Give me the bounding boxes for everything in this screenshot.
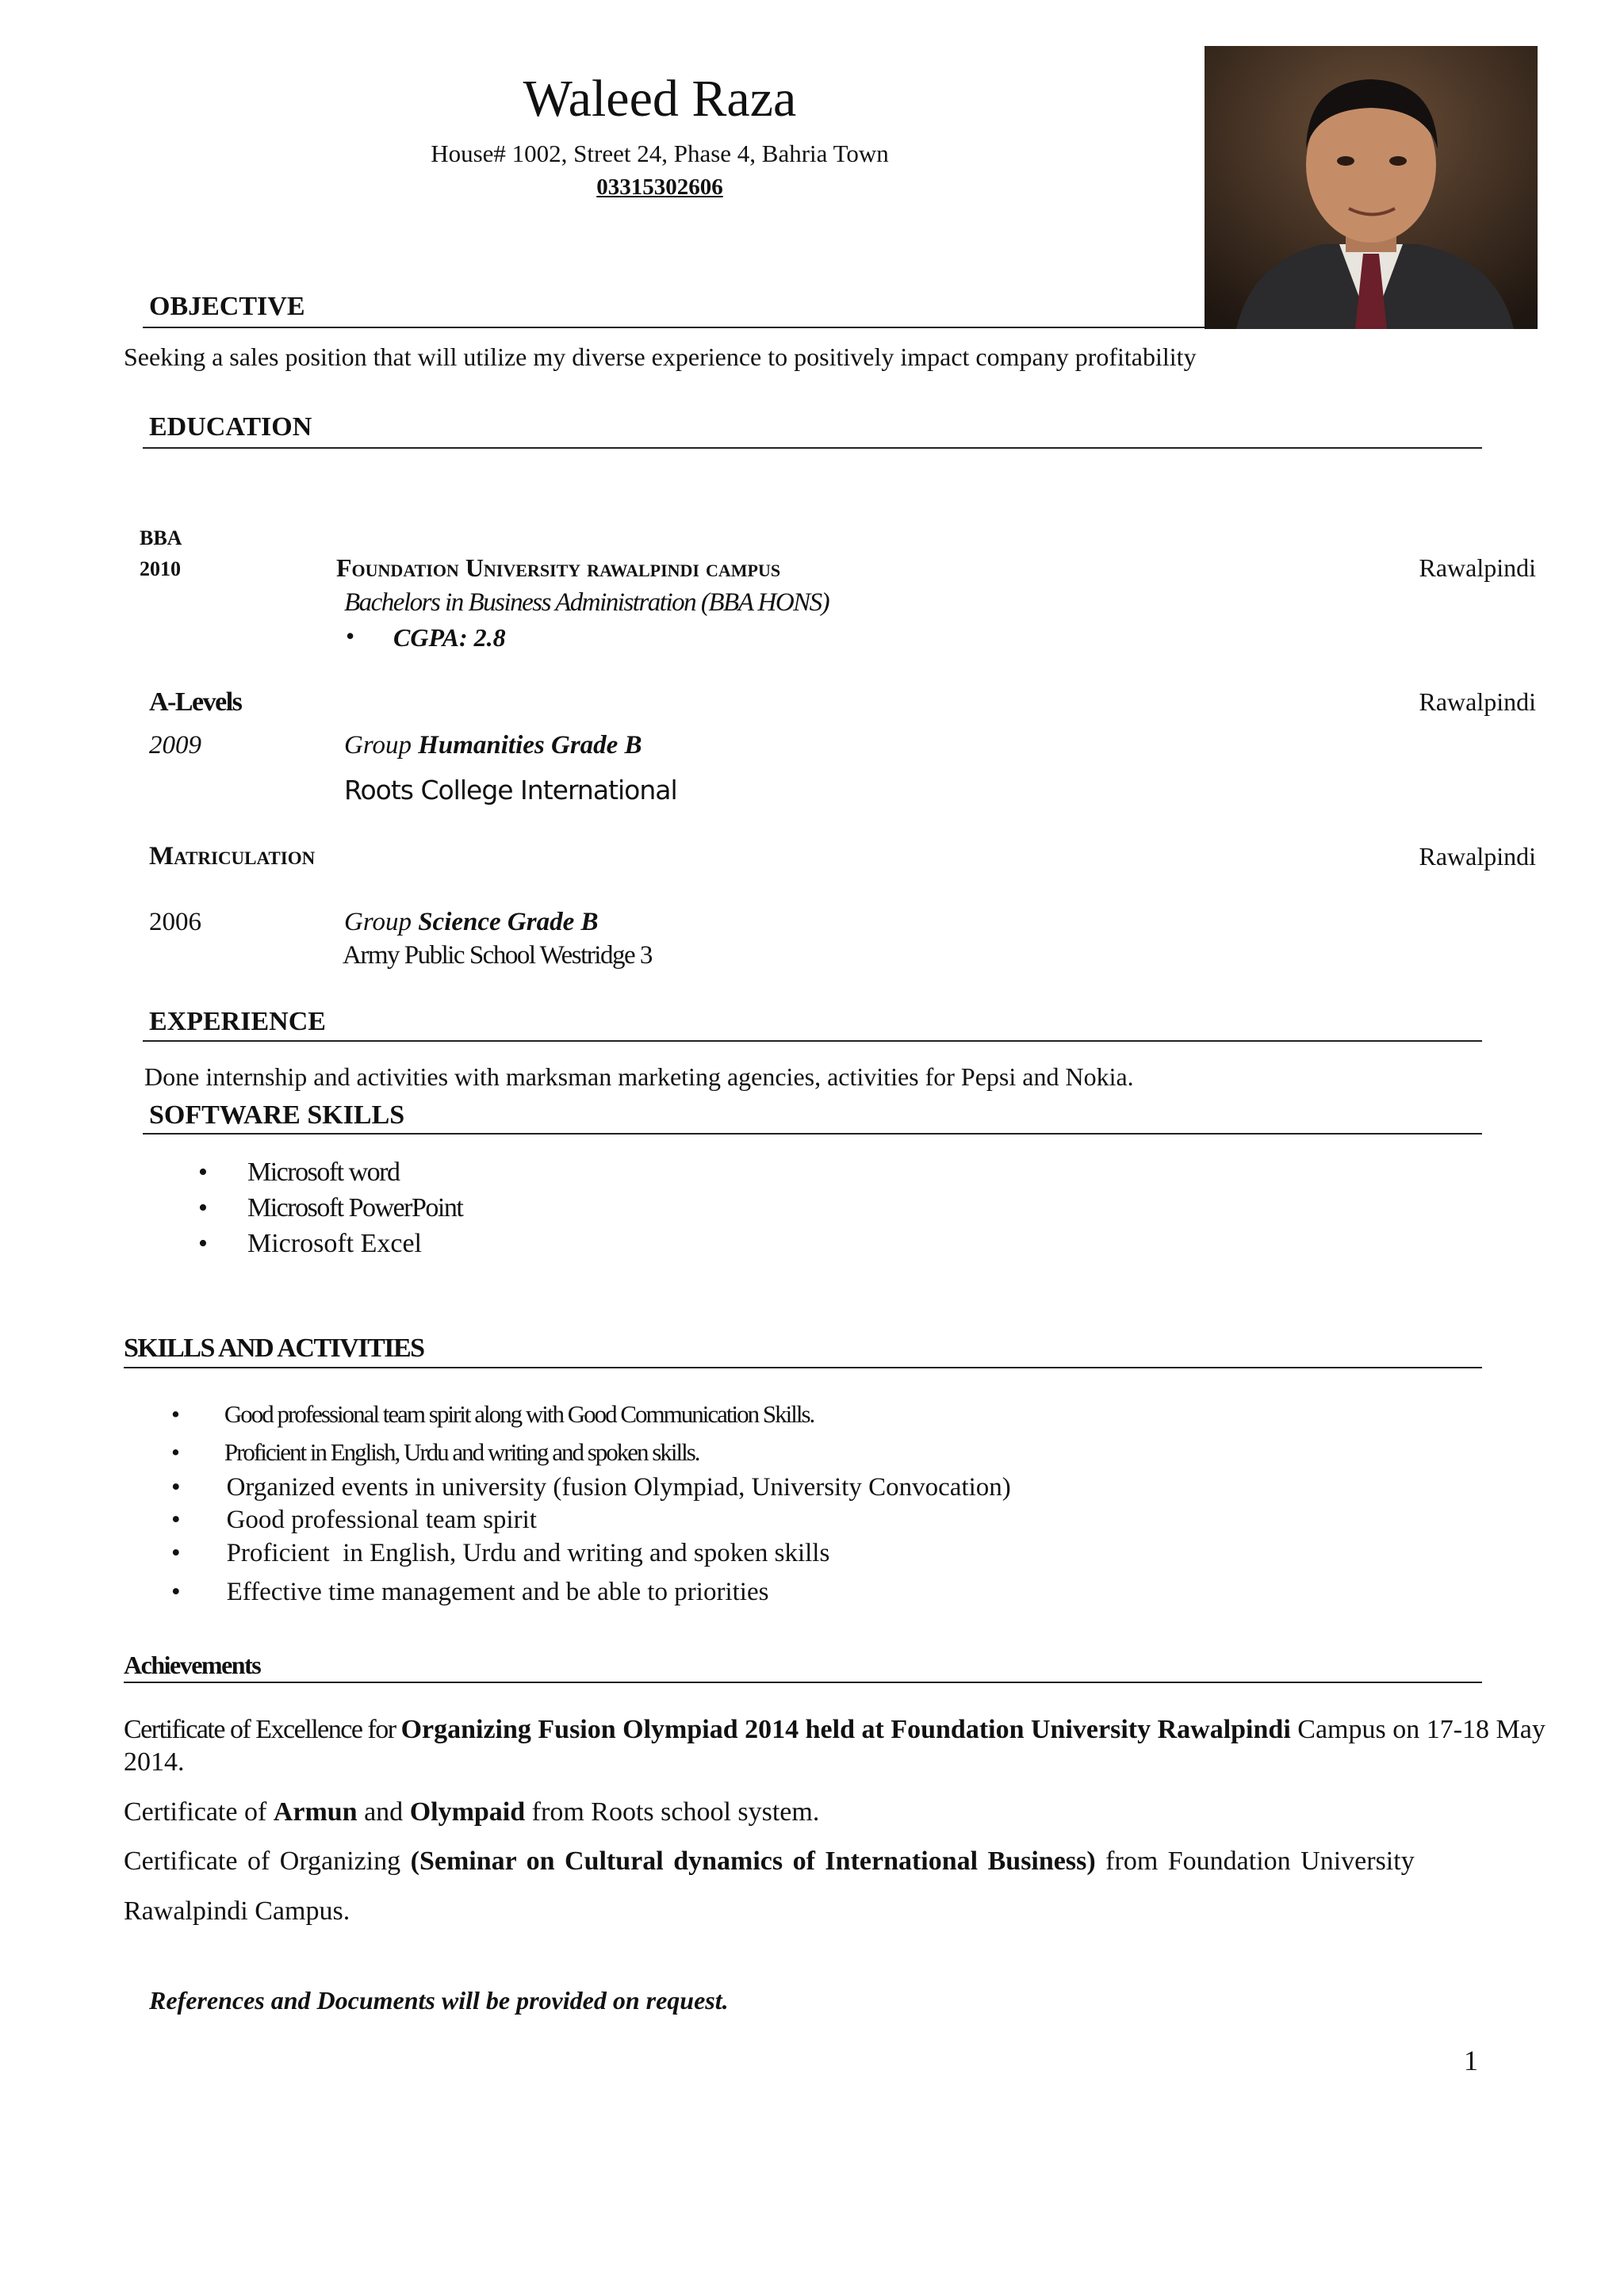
list-item: • Good professional team spirit along with Good Communication Skills. (171, 1400, 814, 1428)
candidate-name: Waleed Raza (523, 70, 797, 128)
matric-group-label: Group (344, 908, 419, 936)
bba-year: 2010 (140, 557, 181, 580)
matric-group (344, 908, 599, 937)
alevels-group-value: Humanities Grade B (418, 731, 642, 760)
bba-program: Bachelors in Business Administration (BBA HONS) (344, 588, 829, 617)
experience-heading: EXPERIENCE (149, 1007, 326, 1036)
list-item: • Microsoft Excel (198, 1229, 422, 1258)
objective-rule (143, 327, 1205, 328)
experience-rule (143, 1040, 1482, 1042)
bullet: • (171, 1473, 181, 1502)
education-heading: EDUCATION (149, 412, 312, 442)
experience-text: Done internship and activities with marksman marketing agencies, activities for Pepsi and Nokia. (144, 1062, 1134, 1091)
skills-activities-rule (124, 1367, 1482, 1368)
list-item: • Microsoft word (198, 1158, 400, 1187)
alevels-group-label: Group (344, 731, 419, 760)
bba-degree: BBA (140, 526, 182, 549)
address: House# 1002, Street 24, Phase 4, Bahria Town (431, 140, 889, 167)
cgpa-bullet: • (346, 622, 355, 650)
alevels-city: Rawalpindi (1419, 687, 1536, 716)
references-note: References and Documents will be provided on request. (149, 1986, 729, 2015)
software-skills-rule (143, 1133, 1482, 1135)
list-item: • Good professional team spirit (171, 1506, 537, 1534)
cgpa: CGPA: 2.8 (393, 623, 506, 652)
list-item: • Effective time management and be able to priorities (171, 1578, 769, 1606)
achievements-rule (124, 1682, 1482, 1683)
alevels-school: Roots College International (344, 775, 677, 806)
software-skills-list (198, 1154, 462, 1261)
profile-photo (1205, 46, 1538, 329)
phone-number: 03315302606 (596, 174, 723, 200)
matric-year: 2006 (149, 908, 201, 936)
list-item: • Organized events in university (fusion Olympiad, University Convocation) (171, 1473, 1011, 1502)
alevels-heading: A-Levels (149, 687, 242, 717)
bullet: • (171, 1539, 181, 1567)
matric-school: Army Public School Westridge 3 (343, 941, 652, 970)
alevels-year: 2009 (149, 731, 201, 760)
bullet: • (171, 1578, 181, 1606)
skills-activities-heading: SKILLS AND ACTIVITIES (124, 1334, 424, 1363)
bullet: • (171, 1400, 178, 1428)
software-skills-heading: SOFTWARE SKILLS (149, 1100, 405, 1130)
achievement-1-line2: 2014. (124, 1747, 185, 1777)
page-number: 1 (1464, 2045, 1478, 2076)
matric-group-value: Science Grade B (418, 908, 599, 936)
bba-institution: Foundation University rawalpindi campus (336, 553, 781, 582)
achievement-1: Certificate of Excellence for Organizing Fusion Olympiad 2014 held at Foundation University Rawalpindi Campus on 17-18 May (124, 1715, 1545, 1744)
objective-heading: OBJECTIVE (149, 292, 305, 321)
achievement-3: Certificate of Organizing (Seminar on Cultural dynamics of International Business) from Foundation University (124, 1846, 1415, 1876)
list-item: • Microsoft PowerPoint (198, 1193, 463, 1223)
alevels-group (344, 731, 642, 760)
list-item: • Proficient in English, Urdu and writing and spoken skills. (171, 1438, 699, 1466)
objective-text: Seeking a sales position that will utilize my diverse experience to positively impact company profitability (124, 342, 1197, 371)
achievement-2: Certificate of Armun and Olympaid from Roots school system. (124, 1797, 820, 1827)
achievements-heading: Achievements (124, 1651, 261, 1679)
matric-city: Rawalpindi (1419, 842, 1536, 871)
achievement-3-line2: Rawalpindi Campus. (124, 1896, 350, 1926)
bullet: • (171, 1438, 178, 1466)
matric-heading: Matriculation (149, 842, 316, 871)
bullet: • (171, 1506, 181, 1534)
list-item: • Proficient in English, Urdu and writing and spoken skills (171, 1539, 830, 1567)
education-rule (143, 447, 1482, 449)
bba-city: Rawalpindi (1419, 553, 1536, 582)
